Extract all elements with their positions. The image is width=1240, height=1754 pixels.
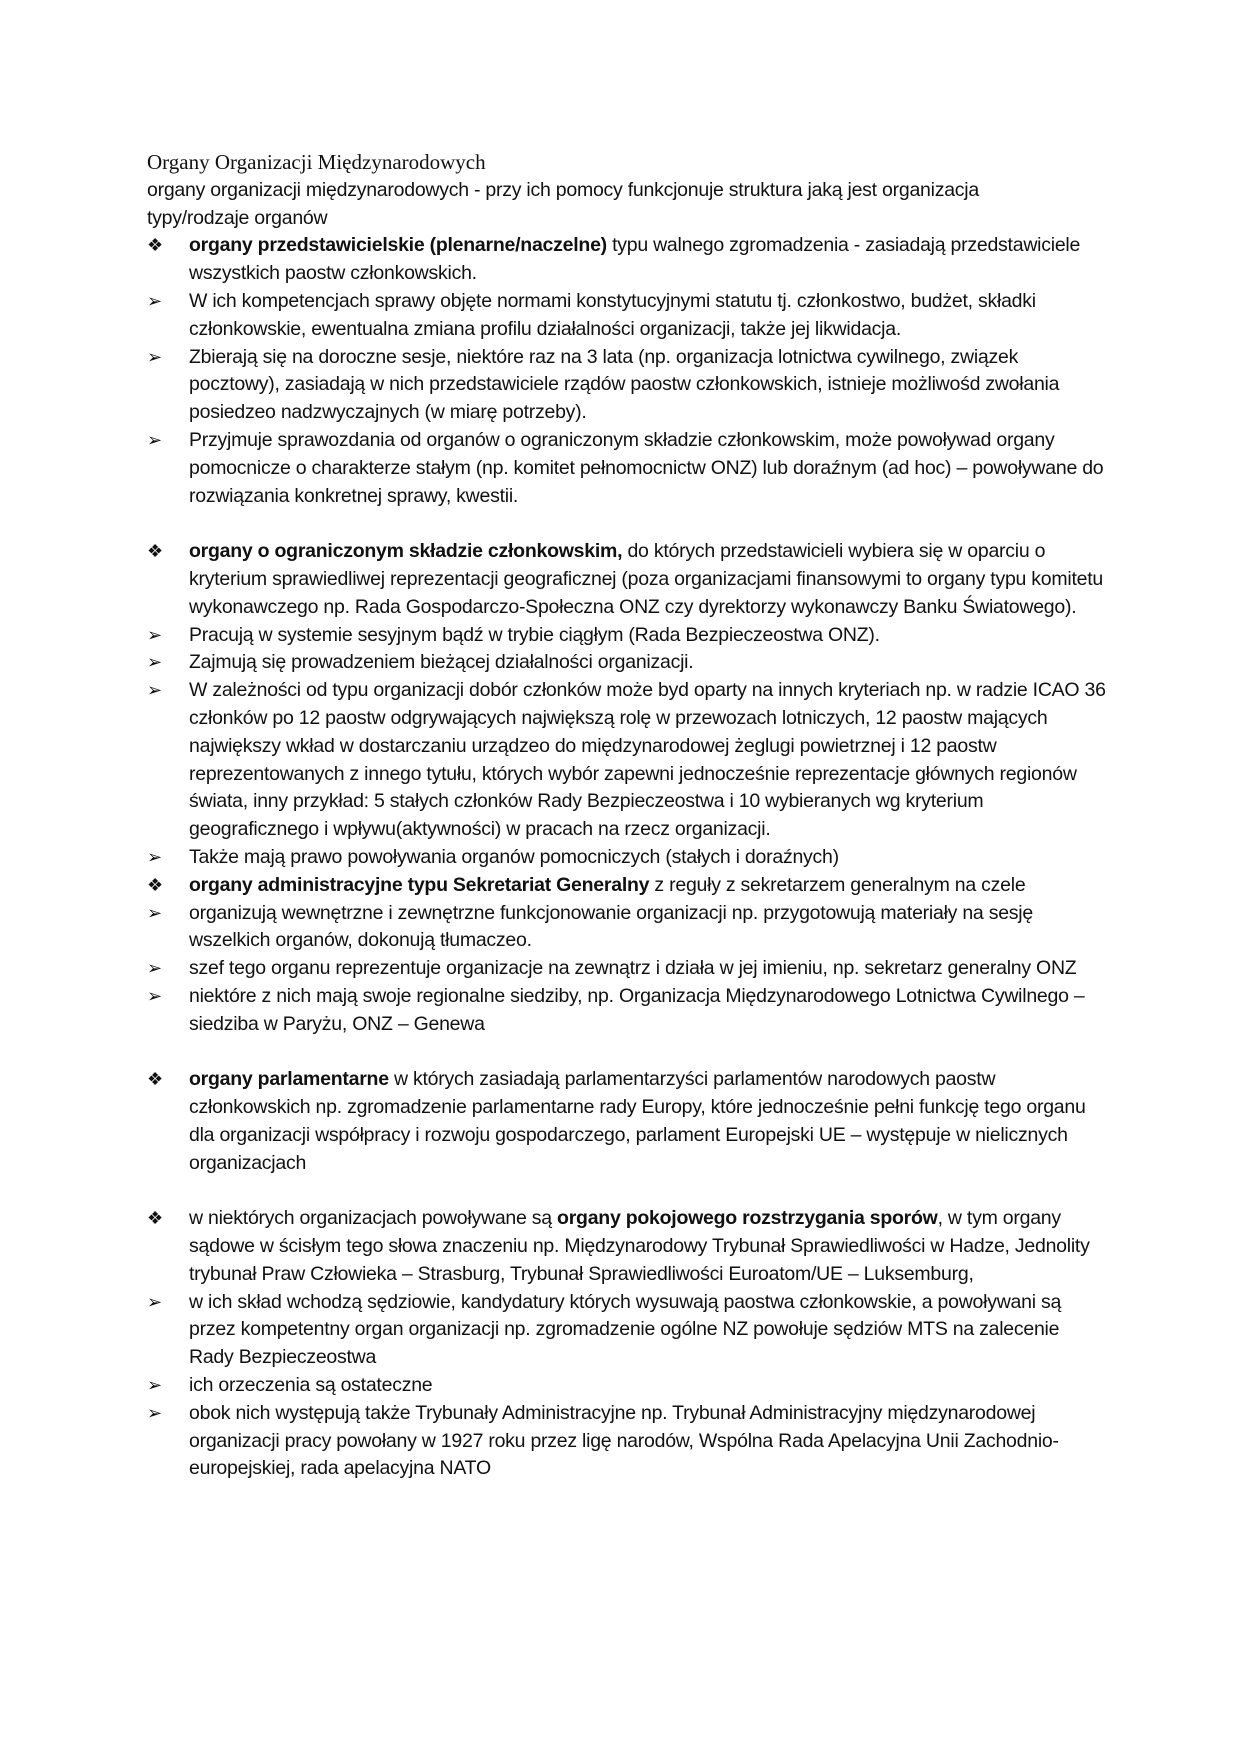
section-text: , w tym organy sądowe w ścisłym tego słowa znaczeniu np. Międzynarodowy Trybunał Sprawiedliwości w Hadze, Jednolity trybunał Praw Człowieka – Strasburg, Trybunał Sprawiedliwości Euroatom/UE – Luksemburg, (189, 1207, 1090, 1285)
section-text-pre: w niektórych organizacjach powoływane są (189, 1207, 558, 1230)
arrow-bullet-icon: ➢ (147, 290, 162, 311)
arrow-bullet-icon: ➢ (147, 680, 162, 701)
section-term: organy parlamentarne (189, 1068, 389, 1091)
types-heading: typy/rodzaje organów (147, 206, 328, 229)
section-text: w których zasiadają parlamentarzyści parlamentów narodowych paostw członkowskich np. zgromadzenie parlamentarne rady Europy, które jednocześnie pełni funkcję tego organu dla organizacji współpracy i rozwoju gospodarczego, parlament Europejski UE – występuje w nielicznych organizacjach (189, 1068, 1086, 1174)
arrow-bullet-icon: ➢ (147, 1402, 162, 1423)
list-item (147, 427, 1107, 510)
list-item-text: Także mają prawo powoływania organów pomocniczych (stałych i doraźnych) (189, 845, 839, 868)
section-dispute-resolution-organs (147, 1205, 1107, 1288)
list-item-text: Zbierają się na doroczne sesje, niektóre raz na 3 lata (np. organizacja lotnictwa cywilnego, związek pocztowy), zasiadają w nich przedstawiciele rządów paostw członkowskich, istnieje możliwośd zwołania posiedzeo nadzwyczajnych (w miarę potrzeby). (189, 345, 1060, 424)
section-parliamentary-organs (147, 1066, 1107, 1177)
section-text: do których przedstawicieli wybiera się w oparciu o kryterium sprawiedliwej reprezentacji geograficznej (poza organizacjami finansowymi to organy typu komitetu wykonawczego np. Rada Gospodarczo-Społeczna ONZ czy dyrektorzy wykonawczy Banku Światowego). (189, 540, 1104, 618)
list-item (147, 1289, 1107, 1372)
diamond-bullet-icon: ❖ (147, 1208, 163, 1229)
document-title: Organy Organizacji Międzynarodowych (147, 150, 486, 174)
arrow-bullet-icon: ➢ (147, 652, 162, 673)
spacer (147, 510, 1107, 538)
diamond-bullet-icon: ❖ (147, 235, 163, 256)
list-item (147, 955, 1107, 983)
list-item (147, 983, 1107, 1039)
list-item (147, 844, 1107, 872)
list-item (147, 344, 1107, 427)
arrow-bullet-icon: ➢ (147, 346, 162, 367)
intro-line: organy organizacji międzynarodowych - przy ich pomocy funkcjonuje struktura jaką jest organizacja (147, 178, 979, 201)
list-item-text: obok nich występują także Trybunały Administracyjne np. Trybunał Administracyjny międzynarodowej organizacji pracy powołany w 1927 roku przez ligę narodów, Wspólna Rada Apelacyjna Unii Zachodnio-europejskiej, rada apelacyjna NATO (189, 1401, 1059, 1480)
section-administrative-organs (147, 872, 1107, 900)
list-item (147, 1372, 1107, 1400)
list-item-text: w ich skład wchodzą sędziowie, kandydatury których wysuwają paostwa członkowskie, a powoływani są przez kompetentny organ organizacji np. zgromadzenie ogólne NZ powołuje sędziów MTS na zalecenie Rady Bezpieczeostwa (189, 1290, 1062, 1369)
document-page (147, 149, 1107, 1483)
arrow-bullet-icon: ➢ (147, 902, 162, 923)
arrow-bullet-icon: ➢ (147, 958, 162, 979)
arrow-bullet-icon: ➢ (147, 985, 162, 1006)
list-item-text: Przyjmuje sprawozdania od organów o ograniczonym składzie członkowskim, może powoływad organy pomocnicze o charakterze stałym (np. komitet pełnomocnictw ONZ) lub doraźnym (ad hoc) – powoływane do rozwiązania konkretnej sprawy, kwestii. (189, 428, 1104, 507)
list-item (147, 288, 1107, 344)
diamond-bullet-icon: ❖ (147, 1069, 163, 1090)
arrow-bullet-icon: ➢ (147, 846, 162, 867)
list-item (147, 900, 1107, 956)
diamond-bullet-icon: ❖ (147, 541, 163, 562)
section-text: typu walnego zgromadzenia - zasiadają przedstawiciele wszystkich paostw członkowskich. (189, 234, 1081, 285)
arrow-bullet-icon: ➢ (147, 624, 162, 645)
list-item-text: ich orzeczenia są ostateczne (189, 1374, 433, 1397)
list-item-text: organizują wewnętrzne i zewnętrzne funkcjonowanie organizacji np. przygotowują materiały na sesję wszelkich organów, dokonują tłumaczeo. (189, 901, 1033, 952)
list-item-text: W ich kompetencjach sprawy objęte normami konstytucyjnymi statutu tj. członkostwo, budżet, składki członkowskie, ewentualna zmiana profilu działalności organizacji, także jej likwidacja. (189, 289, 1036, 340)
section-term: organy administracyjne typu Sekretariat Generalny (189, 873, 650, 896)
list-item-text: szef tego organu reprezentuje organizacje na zewnątrz i działa w jej imieniu, np. sekretarz generalny ONZ (189, 957, 1077, 980)
list-item (147, 622, 1107, 650)
section-text: z reguły z sekretarzem generalnym na czele (649, 873, 1026, 896)
section-term: organy przedstawicielskie (plenarne/naczelne) (189, 234, 607, 257)
section-term: organy o ograniczonym składzie członkowskim, (189, 540, 623, 563)
arrow-bullet-icon: ➢ (147, 1291, 162, 1312)
spacer (147, 1039, 1107, 1067)
arrow-bullet-icon: ➢ (147, 429, 162, 450)
spacer (147, 1177, 1107, 1205)
list-item (147, 649, 1107, 677)
section-limited-membership-organs (147, 538, 1107, 621)
list-item-text: Pracują w systemie sesyjnym bądź w trybie ciągłym (Rada Bezpieczeostwa ONZ). (189, 623, 880, 646)
list-item-text: Zajmują się prowadzeniem bieżącej działalności organizacji. (189, 651, 694, 674)
list-item (147, 1400, 1107, 1483)
section-representative-organs (147, 232, 1107, 288)
arrow-bullet-icon: ➢ (147, 1375, 162, 1396)
list-item-text: niektóre z nich mają swoje regionalne siedziby, np. Organizacja Międzynarodowego Lotnictwa Cywilnego – siedziba w Paryżu, ONZ – Genewa (189, 984, 1085, 1035)
diamond-bullet-icon: ❖ (147, 874, 163, 895)
section-term: organy pokojowego rozstrzygania sporów (557, 1207, 938, 1230)
list-item-text: W zależności od typu organizacji dobór członków może byd oparty na innych kryteriach np. w radzie ICAO 36 członków po 12 paostw odgrywających największą rolę w przewozach lotniczych, 12 paostw mających największy wkład w dostarczaniu urządzeo do międzynarodowej żeglugi powietrznej i 12 paostw reprezentowanych z innego tytułu, których wybór zapewni jednocześnie reprezentacje głównych regionów świata, inny przykład: 5 stałych członków Rady Bezpieczeostwa i 10 wybieranych wg kryterium geograficznego i wpływu(aktywności) w pracach na rzecz organizacji. (189, 679, 1106, 841)
list-item (147, 677, 1107, 844)
